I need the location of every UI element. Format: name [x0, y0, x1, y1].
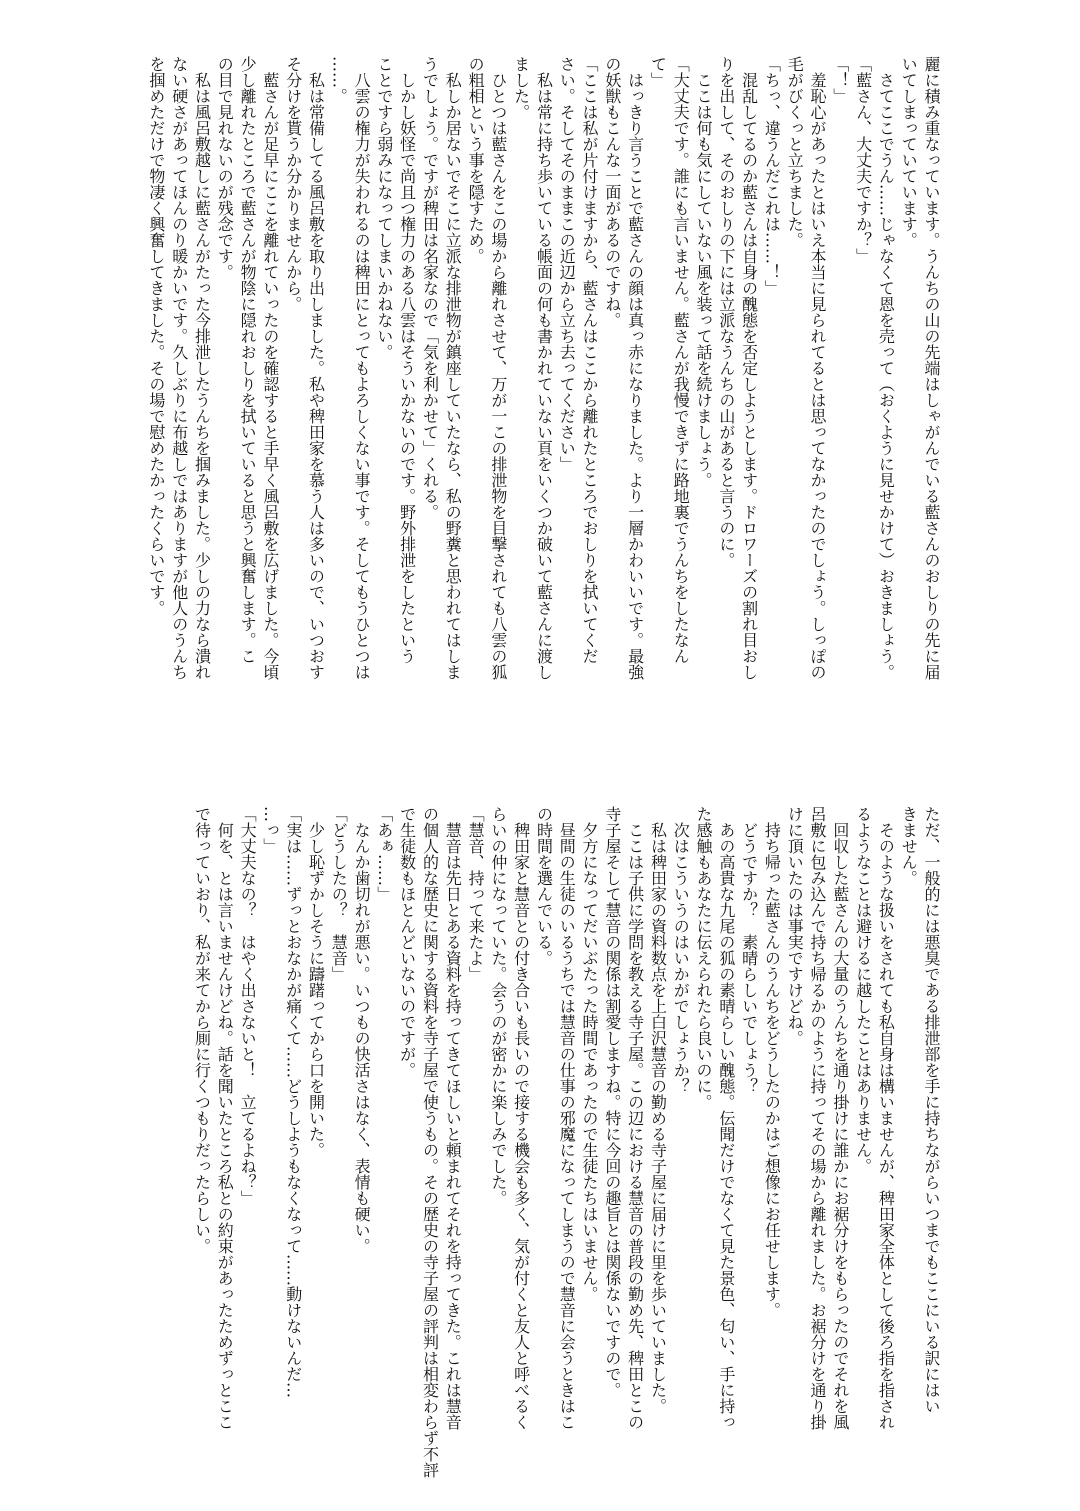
text-line: しかし妖怪で尚且つ権力のある八雲はそういかないのです。野外排泄をしたという	[397, 56, 417, 664]
text-line: た感触もあなたに伝えられたら良いのに。	[694, 806, 714, 1110]
text-block-top	[142, 56, 942, 696]
text-line: けに頂いたのは事実ですけどね。	[785, 806, 805, 1046]
text-line: はっきり言うことで藍さんの顔は真っ赤になりました。より一層かわいいです。最強	[625, 56, 645, 680]
text-line: ました。	[511, 56, 531, 120]
text-line: 私は稗田家の資料数点を上白沢慧音の勤める寺子屋に届けに里を歩いていました。	[648, 806, 668, 1414]
text-line: で待っていおり、私が来てから厠に行くつもりだったらしい。	[192, 806, 212, 1254]
text-line: 「慧音、持って来たよ」	[466, 806, 486, 982]
text-line: さてここでうん……じゃなくて恩を売って（おくように見せかけて）おきましょう。	[876, 56, 896, 680]
text-line: らいの仲になっていた。会うのが密かに楽しみでした。	[488, 806, 508, 1206]
text-line: 私は風呂敷越しに藍さんがたった今排泄したうんちを掴みました。少しの力なら潰れ	[192, 56, 212, 680]
text-line: の時間を選んでいる。	[534, 806, 554, 966]
text-line: いてしまっていています。	[899, 56, 919, 248]
text-line: 何を、とは言いませんけどね。話を聞いたところ私との約束があったためずっとここ	[215, 806, 235, 1430]
text-line: 「実は……ずっとおなかが痛くて……どうしようもなくなって……動けないんだ…	[283, 806, 303, 1398]
text-line: の妖獣もこんな一面があるのですね。	[602, 56, 622, 328]
text-line: 八雲の権力が失われるのは稗田にとってもよろしくない事です。そしてもうひとつは	[352, 56, 372, 680]
text-line: 寺子屋そして慧音の関係は割愛しますね。特に今回の趣旨とは関係ないですので。	[602, 806, 622, 1398]
text-line: ない硬さがあってほんのり暖かいです。久しぶりに布越しではありますが他人のうんち	[169, 56, 189, 680]
text-line: 「大丈夫なの？ はやく出さないと！ 立てるよね？」	[238, 806, 258, 1206]
text-line: そのような扱いをされても私自身は構いませんが、稗田家全体として後ろ指を指され	[876, 806, 896, 1430]
text-line: ことですら弱みになってしまいかねない。	[374, 56, 394, 360]
text-line: 「ここは私が片付けますから、藍さんはここから離れたところでおしりを拭いてくだ	[580, 56, 600, 664]
text-line: 慧音は先日とある資料を持ってきてほしいと頼まれてそれを持ってきた。これは慧音	[443, 806, 463, 1430]
text-line: あの高貴な九尾の狐の素晴らしい醜態。伝聞だけでなくて見た景色、匂い、手に持っ	[716, 806, 736, 1430]
text-line: 少し離れたところで藍さんが物陰に隠れおしりを拭いていると思うと興奮します。こ	[238, 56, 258, 664]
text-line: 次はこういうのはいかがでしょうか？	[671, 806, 691, 1094]
text-line: 少し恥ずかしそうに躊躇ってから口を開いた。	[306, 806, 326, 1158]
text-block-bottom	[142, 806, 942, 1478]
text-line: 毛がびくっと立ちました。	[785, 56, 805, 248]
text-line: で生徒数もほとんどいないのですが。	[397, 806, 417, 1078]
text-line: なんか歯切れが悪い。いつもの快活さはなく、表情も硬い。	[352, 806, 372, 1254]
text-line: るようなことは避けるに越したことはありません。	[853, 806, 873, 1174]
text-line: ただ、一般的には悪臭である排泄部を手に持ちながらいつまでもここにいる訳にはい	[922, 806, 941, 1414]
text-line: きません。	[899, 806, 919, 886]
text-line: て」	[648, 56, 668, 88]
text-line: 私は常に持ち歩いている帳面の何も書かれていない頁をいくつか破いて藍さんに渡し	[534, 56, 554, 680]
text-line: 藍さんが足早にここを離れていったのを確認すると手早く風呂敷を広げました。今頃	[260, 56, 280, 680]
text-line: 混乱してるのか藍さんは自身の醜態を否定しようとします。ドロワーズの割れ目おし	[739, 56, 759, 680]
text-line: 持ち帰った藍さんのうんちをどうしたのかはご想像にお任せします。	[762, 806, 782, 1318]
text-line: うでしょう。ですが稗田は名家なので「気を利かせて」くれる。	[420, 56, 440, 520]
text-line: そ分けを貰うか分かりませんから。	[283, 56, 303, 312]
text-line: 昼間の生徒のいるうちでは慧音の仕事の邪魔になってしまうので慧音に会うときはこ	[557, 806, 577, 1430]
text-line: …っ」	[260, 806, 280, 854]
text-line: さい。そしてそのままこの近辺から立ち去ってください」	[557, 56, 577, 472]
text-line: の粗相という事を隠すため。	[466, 56, 486, 264]
text-line: 「！」	[830, 56, 850, 104]
text-line: どうですか？ 素晴らしいでしょう？	[739, 806, 759, 1094]
text-line: 夕方になってだいぶたった時間であったので生徒たちはいません。	[580, 806, 600, 1302]
text-line: を掴めただけで物凄く興奮してきました。その場で慰めたかったくらいです。	[146, 56, 166, 616]
text-line: 麗に積み重なっています。うんちの山の先端はしゃがんでいる藍さんのおしりの先に届	[922, 56, 941, 680]
text-line: 稗田家と慧音との付き合いも長いので接する機会も多く、気が付くと友人と呼べるく	[511, 806, 531, 1430]
text-line: ……。	[329, 56, 349, 104]
text-line: ここは何も気にしていない風を装って話を続けましょう。	[694, 56, 714, 488]
text-line: 私は常備してる風呂敷を取り出しました。私や稗田家を慕う人は多いので、いつおす	[306, 56, 326, 680]
text-line: の目で見れないのが残念です。	[215, 56, 235, 280]
text-line: 回収した藍さんの大量のうんちを通り掛けに誰かにお裾分けをもらったのでそれを風	[830, 806, 850, 1430]
text-line: 「ちっ、違うんだこれは……！」	[762, 56, 782, 296]
text-line: 「どうしたの？ 慧音」	[329, 806, 349, 982]
text-line: 「藍さん、大丈夫ですか？」	[853, 56, 873, 264]
text-line: ここは子供に学問を教える寺子屋。この辺における慧音の普段の勤め先、稗田とこの	[625, 806, 645, 1430]
text-line: 私しか居ないでそこに立派な排泄物が鎮座していたなら、私の野糞と思われてはしま	[443, 56, 463, 680]
text-line: 「あぁ……」	[374, 806, 394, 902]
text-line: 羞恥心があったとはいえ本当に見られてるとは思ってなかったのでしょう。しっぽの	[808, 56, 828, 680]
text-line: ひとつは藍さんをこの場から離れさせて、万が一この排泄物を目撃されても八雲の狐	[488, 56, 508, 680]
text-line: の個人的な歴史に関する資料を寺子屋で使うもの。その歴史の寺子屋の評判は相変わらず不評	[420, 806, 440, 1478]
text-line: りを出して、そのおしりの下には立派なうんちの山があると言うのに。	[716, 56, 736, 568]
text-line: 「大丈夫です。誰にも言いません。藍さんが我慢できずに路地裏でうんちをしたなん	[671, 56, 691, 664]
text-line: 呂敷に包み込んで持ち帰るかのように持ってその場から離れました。お裾分けを通り掛	[808, 806, 828, 1430]
